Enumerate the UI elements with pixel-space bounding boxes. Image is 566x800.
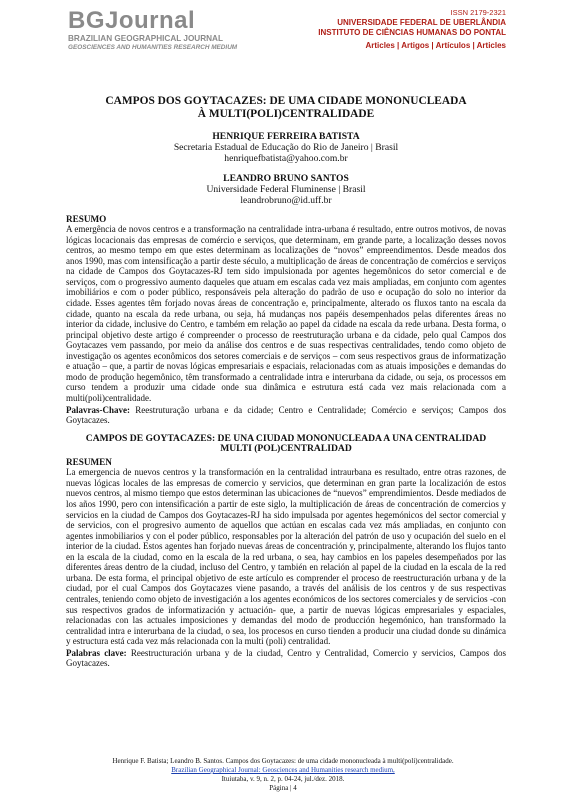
institute-name: INSTITUTO DE CIÊNCIAS HUMANAS DO PONTAL (318, 28, 506, 37)
resumo-text: A emergência de novos centros e a transformação na centralidade intra-urbana é resultado, entre outros motivos, de novas lógicas locacionais das empresas de comércio e serviços, que determinam, em grande parte, a localização desses novos centros, ao mesmo tempo em que estes determinam as localizações de “novos” empreendimentos. Desde meados dos anos 1990, mas com intensificação a partir deste século, a multiplicação de áreas de concentração de comércios e serviços na cidade de Campos dos Goytacazes-RJ tem sido impulsionada por agentes hegemônicos do setor comercial e de serviços, com o progressivo aumento daqueles que atuam em escalas cada vez mais ampliadas, em conjunto com agentes imobiliários e com o poder público, responsáveis pela alteração do padrão de uso e ocupação do solo no interior da cidade. Esses agentes têm forjado novas áreas de concentração e, principalmente, alterado os fluxos tanto na escala da cidade, quanto na escala da rede urbana, ou seja, há mudanças nos papéis desempenhados pelas diferentes áreas no interior da cidade, inclusive do Centro, e também em relação ao papel da cidade na escala da rede urbana. Desta forma, o principal objetivo deste artigo é compreender o processo de reestruturação urbana e da cidade, pelo qual Campos dos Goytacazes vem passando, por meio da análise dos centros e de suas respectivas centralidades, tendo como objeto de investigação os agentes econômicos dos setores comerciais e de serviços – com seus respectivos graus de informatização e atuação – que, a partir de novas lógicas empresariais e espaciais, relacionadas com as atuais imposições e demandas do modo de produção hegemônico, têm transformado a centralidade intra e interurbana da cidade, ou seja, os processos em curso tendem a produzir uma cidade onde sua dinâmica e estrutura está cada vez mais relacionada com a multi(poli)centralidade. (66, 224, 506, 403)
keywords-label: Palabras clave: (66, 647, 127, 658)
resumen-text: La emergencia de nuevos centros y la transformación en la centralidad intraurbana es resultado, entre otras razones, de nuevas lógicas locales de las empresas de comercio y servicios, que determinan en gran parte la localización de estos nuevos centros, al mismo tiempo que estos determinan las ubicaciones de “nuevos” emprendimientos. Desde mediados de los años 1990, pero con intensificación a partir de este siglo, la multiplicación de áreas de concentración de comercios y servicios en la ciudad de Campos dos Goytacazes-RJ ha sido impulsada por agentes hegemónicos del sector comercial y de servicios, con el progresivo aumento de aquellos que actúan en escalas cada vez más ampliadas, en conjunto con agentes inmobiliarios y con el poder público, responsables por la alteración del patrón de uso y ocupación del suelo en el interior de la ciudad. Estos agentes han forjado nuevas áreas de concentración y, principalmente, alterando los flujos tanto en la escala de la ciudad, como en la escala de la red urbana, o sea, hay cambios en los papeles desempeñados por las diferentes áreas dentro de la ciudad, incluso del Centro, y también en relación al papel de la ciudad en la escala de la red urbana. De esta forma, el principal objetivo de este artículo es comprender el proceso de reestructuración urbana y de la ciudad, por el cual Campos dos Goytacazes viene pasando, a través del análisis de los centros y de sus respectivas centrales, teniendo como objeto de investigación a los agentes económicos de los sectores comerciales y de servicios -con sus respectivos grados de informatización y actuación- que, a partir de nuevas lógicas empresariales y espaciales, relacionadas con las actuales imposiciones y demandas del modo de producción hegemónico, han transformado la centralidad intra e interurbana de la ciudad, o sea, los procesos en curso tienden a producir una ciudad donde su dinámica y estructura está cada vez más relacionada con la multi (poli) centralidad. (66, 467, 506, 647)
volume-info: Ituiutaba, v. 9, n. 2, p. 04-24, jul./dez. 2018. (221, 775, 345, 783)
resumen-title-line-1: CAMPOS DE GOYTACAZES: DE UNA CIUDAD MONONUCLEADA A UNA CENTRALIDAD (85, 432, 487, 444)
keywords-list: Reestruturação urbana e da cidade; Centro e Centralidade; Comércio e serviços; Campos dos Goytacazes. (66, 404, 506, 426)
page-footer (60, 757, 506, 793)
title-line-2: À MULTI(POLI)CENTRALIDADE (197, 108, 375, 120)
author-1 (66, 131, 506, 164)
resumen-title (66, 434, 506, 456)
university-name: UNIVERSIDADE FEDERAL DE UBERLÂNDIA (337, 18, 506, 27)
author-email[interactable]: henriquefbatista@yahoo.com.br (224, 153, 348, 164)
logo-tagline: GEOSCIENCES AND HUMANITIES RESEARCH MEDIUM (68, 44, 238, 51)
citation: Henrique F. Batista; Leandro B. Santos. Campos dos Goytacazes: de uma cidade mononucleada à multi(poli)centralidade. (112, 757, 454, 765)
logo-subtitle: BRAZILIAN GEOGRAPHICAL JOURNAL (68, 34, 223, 43)
keywords-label: Palavras-Chave: (66, 404, 130, 415)
section-labels: Articles | Artigos | Artículos | Articles (365, 41, 506, 50)
resumen-keywords (66, 648, 506, 669)
issn: ISSN 2179-2321 (450, 8, 506, 17)
title-line-1: CAMPOS DOS GOYTACAZES: DE UMA CIDADE MONONUCLEADA (105, 95, 467, 107)
keywords-list: Reestructuración urbana y de la ciudad, Centro y Centralidad, Comercio y servicios, Campos dos Goytacazes. (66, 647, 506, 669)
journal-logo (68, 8, 258, 52)
author-affiliation: Secretaria Estadual de Educação do Rio de Janeiro | Brasil (173, 142, 399, 153)
author-affiliation: Universidade Federal Fluminense | Brasil (206, 184, 366, 195)
publisher-info (318, 8, 506, 52)
article-body (66, 95, 506, 669)
author-name: LEANDRO BRUNO SANTOS (223, 173, 349, 184)
author-name: HENRIQUE FERREIRA BATISTA (212, 131, 360, 142)
page-number: Página | 4 (269, 784, 297, 792)
resumo-heading: RESUMO (66, 214, 107, 224)
resumen-title-line-2: MULTI (POL)CENTRALIDAD (220, 443, 352, 455)
resumen-heading: RESUMEN (66, 457, 112, 468)
logo-title: BGJournal (68, 7, 196, 34)
journal-header (68, 8, 506, 78)
author-2 (66, 173, 506, 206)
journal-link[interactable]: Brazilian Geographical Journal: Geosciences and Humanities research medium, (171, 766, 395, 774)
article-title (66, 95, 506, 121)
resumo-keywords (66, 405, 506, 426)
author-email[interactable]: leandrobruno@id.uff.br (240, 195, 332, 206)
